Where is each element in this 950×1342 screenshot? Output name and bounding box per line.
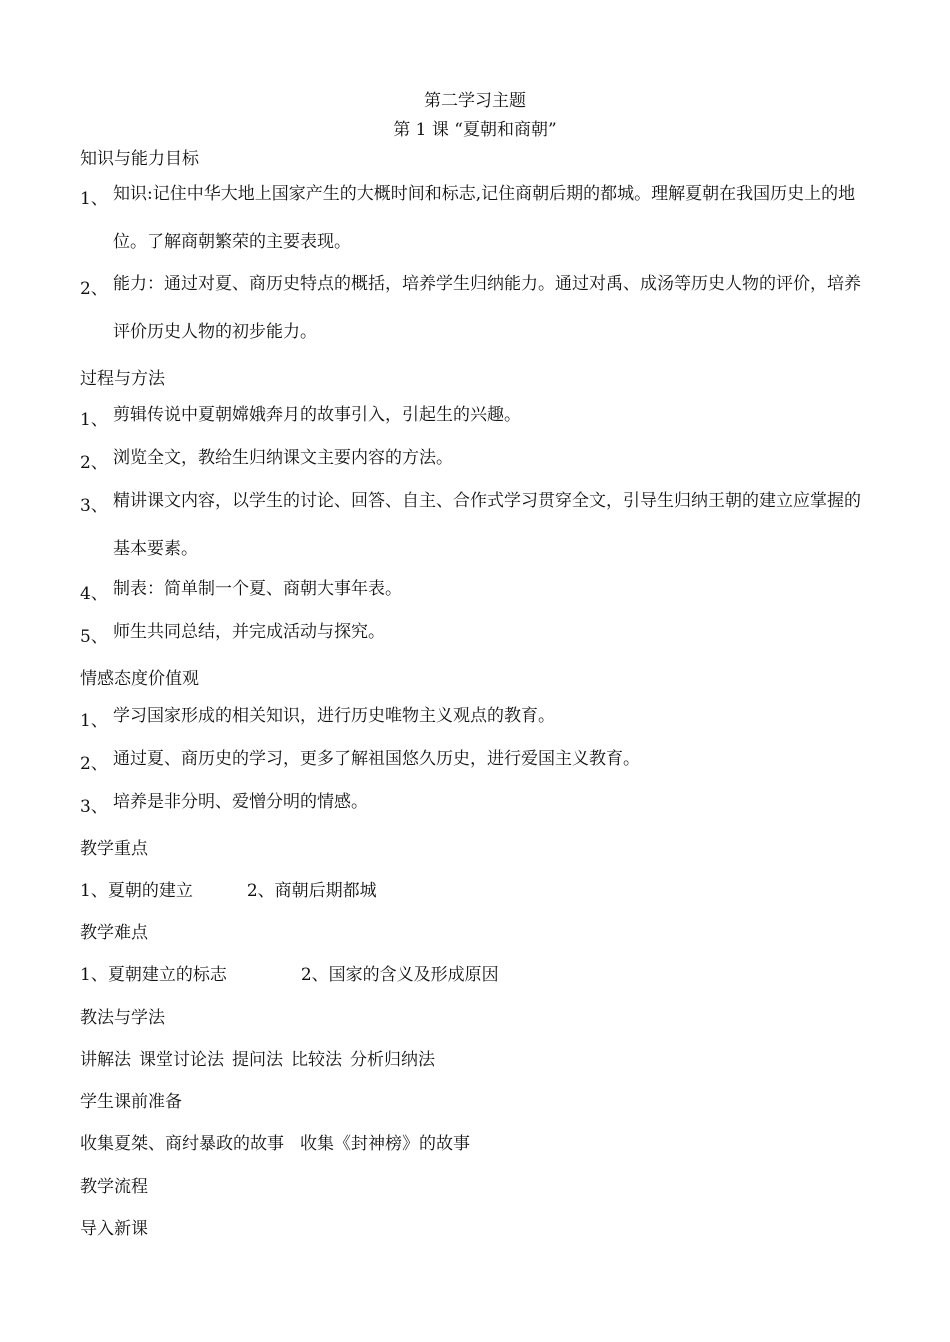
process-heading: 过程与方法: [80, 369, 165, 389]
item-number: 2、: [80, 453, 108, 473]
preparation-heading: 学生课前准备: [80, 1092, 182, 1112]
objectives-heading: 知识与能力目标: [80, 149, 199, 169]
method-1: 讲解法: [80, 1050, 131, 1070]
difficulties-line: [80, 960, 499, 985]
method-4: 比较法: [291, 1050, 342, 1070]
lesson-title: 第 1 课 “夏朝和商朝”: [393, 120, 557, 140]
methods-heading: 教法与学法: [80, 1008, 165, 1028]
item-number: 1、: [80, 189, 108, 209]
difficulties-heading: 教学难点: [80, 923, 148, 943]
item-text: 浏览全文，教给生归纳课文主要内容的方法。: [113, 448, 453, 468]
item-text: 能力：通过对夏、商历史特点的概括，培养学生归纳能力。通过对禹、成汤等历史人物的评价，培养评价历史人物的初步能力。: [113, 274, 861, 342]
method-5: 分析归纳法: [350, 1050, 435, 1070]
item-number: 2、: [80, 754, 108, 774]
item-text: 培养是非分明、爱憎分明的情感。: [113, 792, 368, 812]
values-heading: 情感态度价值观: [80, 669, 199, 689]
flow-subheading: 导入新课: [80, 1219, 148, 1239]
item-number: 3、: [80, 797, 108, 817]
item-text: 精讲课文内容，以学生的讨论、回答、自主、合作式学习贯穿全文，引导生归纳王朝的建立应掌握的基本要素。: [113, 491, 861, 559]
item-text: 制表：简单制一个夏、商朝大事年表。: [113, 579, 402, 599]
item-number: 1、: [80, 410, 108, 430]
item-text: 知识:记住中华大地上国家产生的大概时间和标志,记住商朝后期的都城。理解夏朝在我国历史上的地位。了解商朝繁荣的主要表现。: [113, 184, 856, 252]
topic-title: 第二学习主题: [424, 91, 526, 111]
item-number: 2、: [80, 279, 108, 299]
method-2: 课堂讨论法: [139, 1050, 224, 1070]
key-point-1: 1、夏朝的建立: [80, 881, 193, 901]
item-number: 5、: [80, 627, 108, 647]
item-text: 通过夏、商历史的学习，更多了解祖国悠久历史，进行爱国主义教育。: [113, 749, 640, 769]
item-number: 1、: [80, 711, 108, 731]
difficulty-2: 2、国家的含义及形成原因: [300, 965, 499, 985]
preparation-2: 收集《封神榜》的故事: [300, 1134, 470, 1154]
item-number: 4、: [80, 584, 108, 604]
key-points-heading: 教学重点: [80, 839, 148, 859]
item-number: 3、: [80, 496, 108, 516]
key-point-2: 2、商朝后期都城: [246, 881, 377, 901]
methods-line: [80, 1045, 435, 1070]
preparation-line: [80, 1129, 470, 1154]
method-3: 提问法: [232, 1050, 283, 1070]
difficulty-1: 1、夏朝建立的标志: [80, 965, 227, 985]
item-text: 学习国家形成的相关知识，进行历史唯物主义观点的教育。: [113, 706, 555, 726]
key-points-line: [80, 876, 377, 901]
item-text: 剪辑传说中夏朝嫦娥奔月的故事引入，引起生的兴趣。: [113, 405, 521, 425]
item-text: 师生共同总结，并完成活动与探究。: [113, 622, 385, 642]
flow-heading: 教学流程: [80, 1177, 148, 1197]
preparation-1: 收集夏桀、商纣暴政的故事: [80, 1134, 284, 1154]
